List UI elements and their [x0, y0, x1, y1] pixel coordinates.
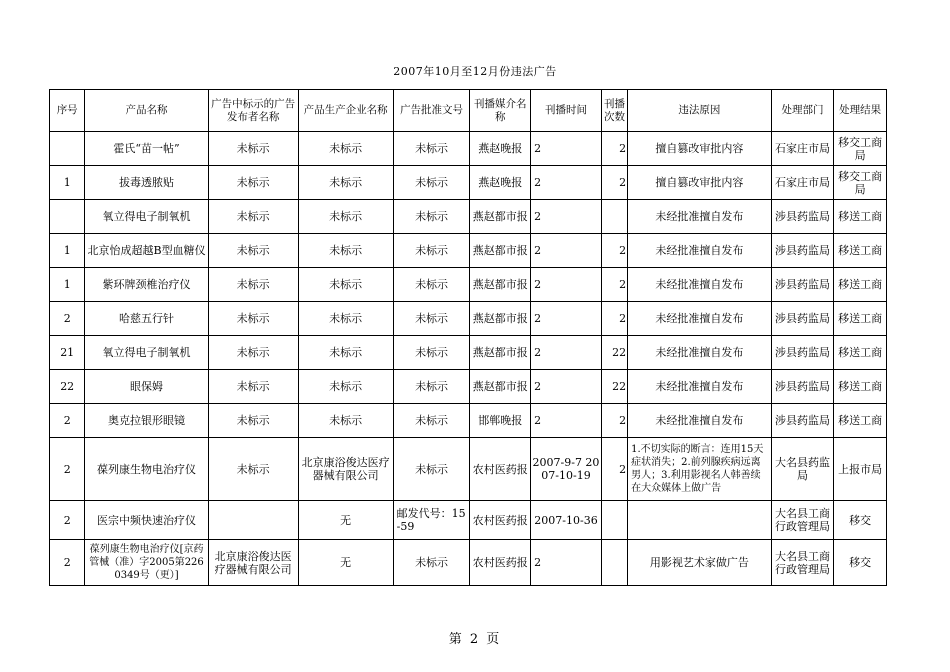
cell-time: 2 — [531, 370, 602, 404]
cell-time: 2 — [531, 200, 602, 234]
cell-count — [601, 501, 627, 540]
cell-approval: 未标示 — [393, 370, 470, 404]
cell-publisher: 未标示 — [208, 302, 298, 336]
cell-no — [50, 132, 85, 166]
table-row — [50, 200, 887, 234]
cell-media: 燕赵都市报 — [470, 302, 531, 336]
cell-time: 2 — [531, 336, 602, 370]
cell-approval: 未标示 — [393, 404, 470, 438]
cell-reason: 擅自篡改审批内容 — [628, 166, 772, 200]
cell-product: 奥克拉银形眼镜 — [85, 404, 208, 438]
cell-time: 2007-10-36 — [531, 501, 602, 540]
cell-approval: 未标示 — [393, 200, 470, 234]
cell-time: 2 — [531, 540, 602, 586]
cell-result: 上报市局 — [834, 438, 887, 501]
cell-result: 移交工商局 — [834, 132, 887, 166]
cell-product: 北京怡成超越B型血糖仪 — [85, 234, 208, 268]
header-no: 序号 — [50, 90, 85, 132]
cell-manufacturer: 未标示 — [298, 370, 393, 404]
cell-media: 农村医药报 — [470, 540, 531, 586]
cell-dept: 石家庄市局 — [771, 132, 834, 166]
cell-product: 氧立得电子制氧机 — [85, 336, 208, 370]
header-time: 刊播时间 — [531, 90, 602, 132]
cell-count: 2 — [601, 268, 627, 302]
cell-count: 22 — [601, 336, 627, 370]
table-row — [50, 302, 887, 336]
cell-approval: 未标示 — [393, 234, 470, 268]
cell-manufacturer: 未标示 — [298, 166, 393, 200]
table-row — [50, 132, 887, 166]
cell-dept: 大名县药监局 — [771, 438, 834, 501]
cell-count: 2 — [601, 404, 627, 438]
cell-result: 移送工商 — [834, 268, 887, 302]
cell-dept: 大名县工商行政管理局 — [771, 540, 834, 586]
cell-publisher: 未标示 — [208, 370, 298, 404]
cell-dept: 涉县药监局 — [771, 336, 834, 370]
cell-product: 葆列康生物电治疗仪[京药管械（准）字2005第2260349号（更）] — [85, 540, 208, 586]
cell-time: 2007-9-7 2007-10-19 — [531, 438, 602, 501]
cell-result: 移送工商 — [834, 234, 887, 268]
header-product: 产品名称 — [85, 90, 208, 132]
cell-dept: 涉县药监局 — [771, 234, 834, 268]
cell-dept: 涉县药监局 — [771, 268, 834, 302]
header-publisher: 广告中标示的广告发布者名称 — [208, 90, 298, 132]
violation-table — [49, 89, 887, 586]
cell-count: 2 — [601, 132, 627, 166]
cell-product: 霍氏“苗一帖” — [85, 132, 208, 166]
cell-reason: 未经批准擅自发布 — [628, 268, 772, 302]
cell-dept: 涉县药监局 — [771, 370, 834, 404]
cell-no: 1 — [50, 268, 85, 302]
cell-publisher: 未标示 — [208, 200, 298, 234]
header-approval: 广告批准文号 — [393, 90, 470, 132]
cell-product: 氧立得电子制氧机 — [85, 200, 208, 234]
table-row — [50, 438, 887, 501]
cell-manufacturer: 未标示 — [298, 132, 393, 166]
cell-approval: 未标示 — [393, 540, 470, 586]
cell-publisher: 未标示 — [208, 166, 298, 200]
cell-publisher: 未标示 — [208, 234, 298, 268]
cell-count: 2 — [601, 302, 627, 336]
cell-dept: 涉县药监局 — [771, 302, 834, 336]
cell-time: 2 — [531, 166, 602, 200]
cell-media: 燕赵晚报 — [470, 132, 531, 166]
cell-no — [50, 200, 85, 234]
cell-no: 21 — [50, 336, 85, 370]
cell-manufacturer: 无 — [298, 501, 393, 540]
cell-publisher: 未标示 — [208, 268, 298, 302]
cell-product: 医宗中频快速治疗仪 — [85, 501, 208, 540]
cell-dept: 涉县药监局 — [771, 404, 834, 438]
page-footer: 第 2 页 — [448, 632, 502, 647]
cell-result: 移交 — [834, 501, 887, 540]
cell-result: 移送工商 — [834, 200, 887, 234]
cell-publisher: 未标示 — [208, 132, 298, 166]
cell-reason: 未经批准擅自发布 — [628, 302, 772, 336]
cell-media: 燕赵都市报 — [470, 268, 531, 302]
cell-approval: 未标示 — [393, 132, 470, 166]
cell-time: 2 — [531, 302, 602, 336]
table-row — [50, 336, 887, 370]
table-row — [50, 404, 887, 438]
header-count: 刊播次数 — [601, 90, 627, 132]
cell-approval: 未标示 — [393, 166, 470, 200]
cell-result: 移送工商 — [834, 336, 887, 370]
cell-dept: 石家庄市局 — [771, 166, 834, 200]
header-media: 刊播媒介名称 — [470, 90, 531, 132]
cell-manufacturer: 未标示 — [298, 234, 393, 268]
cell-reason: 未经批准擅自发布 — [628, 234, 772, 268]
table-row — [50, 370, 887, 404]
cell-reason: 未经批准擅自发布 — [628, 370, 772, 404]
cell-product: 葆列康生物电治疗仪 — [85, 438, 208, 501]
cell-reason: 未经批准擅自发布 — [628, 336, 772, 370]
cell-count: 2 — [601, 234, 627, 268]
cell-approval: 未标示 — [393, 336, 470, 370]
cell-manufacturer: 北京康浴俊达医疗器械有限公司 — [298, 438, 393, 501]
cell-media: 燕赵都市报 — [470, 370, 531, 404]
cell-dept: 涉县药监局 — [771, 200, 834, 234]
cell-media: 燕赵晚报 — [470, 166, 531, 200]
cell-no: 2 — [50, 404, 85, 438]
cell-product: 眼保姆 — [85, 370, 208, 404]
header-dept: 处理部门 — [771, 90, 834, 132]
page-title: 2007年10月至12月份违法广告 — [393, 65, 557, 78]
cell-no: 2 — [50, 540, 85, 586]
cell-publisher: 未标示 — [208, 438, 298, 501]
cell-result: 移交 — [834, 540, 887, 586]
cell-media: 农村医药报 — [470, 501, 531, 540]
cell-reason: 未经批准擅自发布 — [628, 200, 772, 234]
cell-reason: 1.不切实际的断言：连用15天症状消失；2.前列腺疾病远离男人；3.利用影视名人韩善续在大众媒体上做广告 — [628, 438, 772, 501]
table-row — [50, 501, 887, 540]
cell-time: 2 — [531, 234, 602, 268]
cell-media: 农村医药报 — [470, 438, 531, 501]
cell-publisher — [208, 501, 298, 540]
cell-no: 1 — [50, 166, 85, 200]
cell-product: 拔毒透脓贴 — [85, 166, 208, 200]
table-body — [50, 132, 887, 586]
header-result: 处理结果 — [834, 90, 887, 132]
cell-no: 22 — [50, 370, 85, 404]
cell-result: 移送工商 — [834, 404, 887, 438]
cell-approval: 未标示 — [393, 302, 470, 336]
cell-reason: 擅自篡改审批内容 — [628, 132, 772, 166]
cell-manufacturer: 未标示 — [298, 302, 393, 336]
cell-approval: 未标示 — [393, 438, 470, 501]
cell-media: 燕赵都市报 — [470, 200, 531, 234]
cell-no: 2 — [50, 438, 85, 501]
cell-count — [601, 200, 627, 234]
cell-publisher: 未标示 — [208, 404, 298, 438]
header-reason: 违法原因 — [628, 90, 772, 132]
cell-manufacturer: 未标示 — [298, 200, 393, 234]
cell-count: 22 — [601, 370, 627, 404]
table-header-row — [50, 90, 887, 132]
cell-manufacturer: 未标示 — [298, 404, 393, 438]
cell-manufacturer: 无 — [298, 540, 393, 586]
cell-time: 2 — [531, 132, 602, 166]
cell-manufacturer: 未标示 — [298, 268, 393, 302]
cell-approval: 邮发代号：15-59 — [393, 501, 470, 540]
header-manufacturer: 产品生产企业名称 — [298, 90, 393, 132]
cell-publisher: 未标示 — [208, 336, 298, 370]
cell-publisher: 北京康浴俊达医疗器械有限公司 — [208, 540, 298, 586]
cell-media: 燕赵都市报 — [470, 234, 531, 268]
cell-approval: 未标示 — [393, 268, 470, 302]
cell-result: 移送工商 — [834, 370, 887, 404]
cell-media: 邯郸晚报 — [470, 404, 531, 438]
table-row — [50, 166, 887, 200]
cell-no: 1 — [50, 234, 85, 268]
table-row — [50, 268, 887, 302]
cell-product: 哈慈五行针 — [85, 302, 208, 336]
cell-time: 2 — [531, 268, 602, 302]
cell-media: 燕赵都市报 — [470, 336, 531, 370]
cell-time: 2 — [531, 404, 602, 438]
cell-reason — [628, 501, 772, 540]
table-row — [50, 234, 887, 268]
table-row — [50, 540, 887, 586]
cell-count: 2 — [601, 438, 627, 501]
cell-result: 移交工商局 — [834, 166, 887, 200]
cell-count: 2 — [601, 166, 627, 200]
cell-product: 紫环牌颈椎治疗仪 — [85, 268, 208, 302]
cell-no: 2 — [50, 302, 85, 336]
cell-reason: 用影视艺术家做广告 — [628, 540, 772, 586]
cell-dept: 大名县工商行政管理局 — [771, 501, 834, 540]
cell-reason: 未经批准擅自发布 — [628, 404, 772, 438]
cell-result: 移送工商 — [834, 302, 887, 336]
cell-no: 2 — [50, 501, 85, 540]
cell-manufacturer: 未标示 — [298, 336, 393, 370]
cell-count — [601, 540, 627, 586]
